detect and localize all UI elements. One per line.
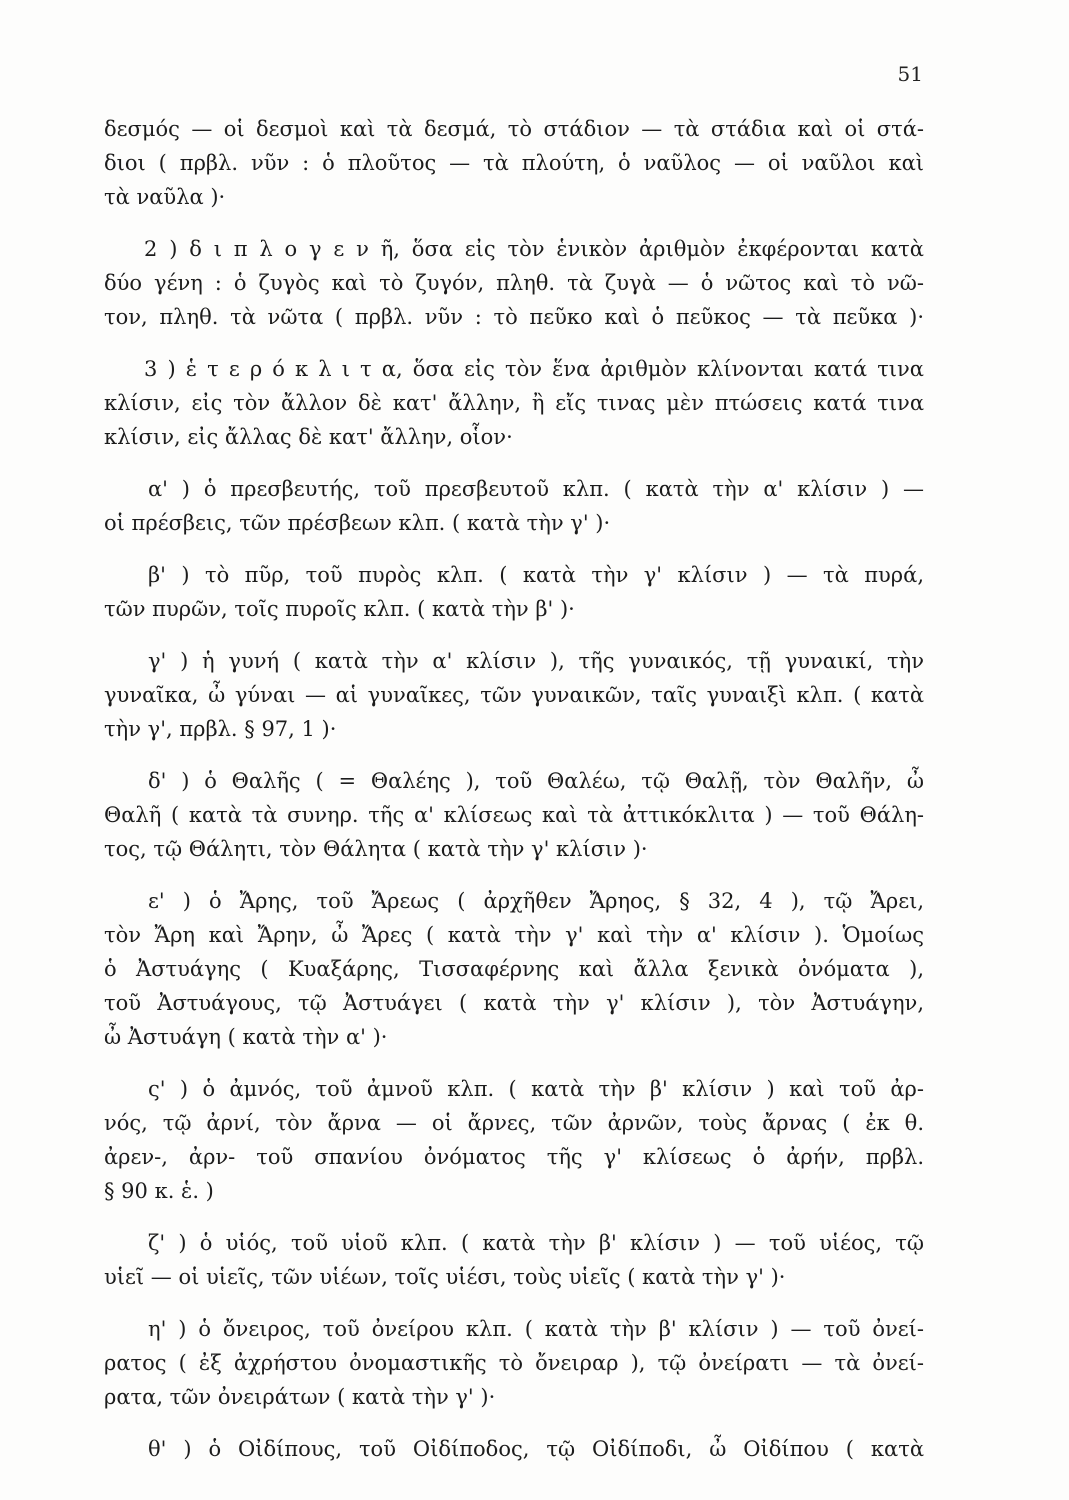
text-line: ς' ) ὁ ἀμνός, τοῦ ἀμνοῦ κλπ. ( κατὰ τὴν β' κλίσιν ) καὶ τοῦ ἀρ- (148, 1077, 924, 1101)
paragraph-gamma (104, 644, 924, 746)
text-line: τοῦ Ἀστυάγους, τῷ Ἀστυάγει ( κατὰ τὴν γ' κλίσιν ), τὸν Ἀστυάγην, (104, 991, 924, 1015)
paragraph-epsilon (104, 884, 924, 1054)
page-number: 51 (897, 62, 923, 86)
text-line: ἀρεν-, ἀρν- τοῦ σπανίου ὀνόματος τῆς γ' κλίσεως ὁ ἀρήν, πρβλ. (104, 1145, 924, 1169)
text-line: θ' ) ὁ Οἰδίπους, τοῦ Οἰδίποδος, τῷ Οἰδίποδι, ὦ Οἰδίπου ( κατὰ (148, 1437, 924, 1461)
text-line: οἱ πρέσβεις, τῶν πρέσβεων κλπ. ( κατὰ τὴν γ' )· (104, 511, 611, 535)
paragraph-beta (104, 558, 924, 626)
text-line: ρατος ( ἐξ ἀχρήστου ὀνομαστικῆς τὸ ὄνειραρ ), τῷ ὀνείρατι — τὰ ὀνεί- (104, 1351, 924, 1375)
text-line: 2 ) δ ι π λ ο γ ε ν ῆ, ὅσα εἰς τὸν ἑνικὸν ἀριθμὸν ἐκφέρονται κατὰ (144, 237, 924, 261)
paragraph-delta (104, 764, 924, 866)
text-line: α' ) ὁ πρεσβευτής, τοῦ πρεσβευτοῦ κλπ. ( κατὰ τὴν α' κλίσιν ) — (148, 477, 924, 501)
paragraph-2 (104, 232, 924, 334)
text-line: ρατα, τῶν ὀνειράτων ( κατὰ τὴν γ' )· (104, 1385, 496, 1409)
text-line: β' ) τὸ πῦρ, τοῦ πυρὸς κλπ. ( κατὰ τὴν γ' κλίσιν ) — τὰ πυρά, (148, 563, 924, 587)
text-line: 3 ) ἑ τ ε ρ ό κ λ ι τ α, ὅσα εἰς τὸν ἕνα ἀριθμὸν κλίνονται κατά τινα (144, 357, 924, 381)
paragraph-1 (104, 112, 924, 214)
text-line: τῶν πυρῶν, τοῖς πυροῖς κλπ. ( κατὰ τὴν β' )· (104, 597, 575, 621)
text-line: διοι ( πρβλ. νῦν : ὁ πλοῦτος — τὰ πλούτη, ὁ ναῦλος — οἱ ναῦλοι καὶ (104, 151, 924, 175)
text-line: Θαλῆ ( κατὰ τὰ συνηρ. τῆς α' κλίσεως καὶ τὰ ἀττικόκλιτα ) — τοῦ Θάλη- (104, 803, 924, 827)
text-line: ε' ) ὁ Ἄρης, τοῦ Ἄρεως ( ἀρχῆθεν Ἄρηος, § 32, 4 ), τῷ Ἄρει, (148, 889, 924, 913)
paragraph-eta (104, 1312, 924, 1414)
text-line: § 90 κ. ἑ. ) (104, 1179, 214, 1203)
paragraph-3 (104, 352, 924, 454)
paragraph-theta (104, 1432, 924, 1466)
body-text (104, 112, 924, 1466)
text-line: δ' ) ὁ Θαλῆς ( = Θαλέης ), τοῦ Θαλέω, τῷ Θαλῇ, τὸν Θαλῆν, ὦ (148, 769, 924, 793)
text-line: νός, τῷ ἀρνί, τὸν ἄρνα — οἱ ἄρνες, τῶν ἀρνῶν, τοὺς ἄρνας ( ἐκ θ. (104, 1111, 924, 1135)
paragraph-alpha (104, 472, 924, 540)
text-line: δεσμός — οἱ δεσμοὶ καὶ τὰ δεσμά, τὸ στάδιον — τὰ στάδια καὶ οἱ στά- (104, 117, 924, 141)
text-line: δύο γένη : ὁ ζυγὸς καὶ τὸ ζυγόν, πληθ. τὰ ζυγὰ — ὁ νῶτος καὶ τὸ νῶ- (104, 271, 924, 295)
paragraph-stigma (104, 1072, 924, 1208)
paragraph-zeta (104, 1226, 924, 1294)
text-line: ὁ Ἀστυάγης ( Κυαξάρης, Τισσαφέρνης καὶ ἄλλα ξενικὰ ὀνόματα ), (104, 957, 924, 981)
text-line: γ' ) ἡ γυνή ( κατὰ τὴν α' κλίσιν ), τῆς γυναικός, τῇ γυναικί, τὴν (148, 649, 924, 673)
text-line: γυναῖκα, ὦ γύναι — αἱ γυναῖκες, τῶν γυναικῶν, ταῖς γυναιξὶ κλπ. ( κατὰ (104, 683, 924, 707)
text-line: η' ) ὁ ὄνειρος, τοῦ ὀνείρου κλπ. ( κατὰ τὴν β' κλίσιν ) — τοῦ ὀνεί- (148, 1317, 924, 1341)
text-line: τὰ ναῦλα )· (104, 185, 226, 209)
text-line: κλίσιν, εἰς ἄλλας δὲ κατ' ἄλλην, οἷον· (104, 425, 513, 449)
text-line: ζ' ) ὁ υἱός, τοῦ υἱοῦ κλπ. ( κατὰ τὴν β' κλίσιν ) — τοῦ υἱέος, τῷ (148, 1231, 924, 1255)
text-line: υἱεῖ — οἱ υἱεῖς, τῶν υἱέων, τοῖς υἱέσι, τοὺς υἱεῖς ( κατὰ τὴν γ' )· (104, 1265, 786, 1289)
text-line: ὦ Ἀστυάγη ( κατὰ τὴν α' )· (104, 1025, 388, 1049)
text-line: τος, τῷ Θάλητι, τὸν Θάλητα ( κατὰ τὴν γ' κλίσιν )· (104, 837, 648, 861)
text-line: τὸν Ἄρη καὶ Ἄρην, ὦ Ἄρες ( κατὰ τὴν γ' καὶ τὴν α' κλίσιν ). Ὁμοίως (104, 923, 924, 947)
text-line: κλίσιν, εἰς τὸν ἄλλον δὲ κατ' ἄλλην, ἢ εἴς τινας μὲν πτώσεις κατά τινα (104, 391, 924, 415)
text-line: τον, πληθ. τὰ νῶτα ( πρβλ. νῦν : τὸ πεῦκο καὶ ὁ πεῦκος — τὰ πεῦκα )· (104, 305, 924, 329)
text-line: τὴν γ', πρβλ. § 97, 1 )· (104, 717, 337, 741)
